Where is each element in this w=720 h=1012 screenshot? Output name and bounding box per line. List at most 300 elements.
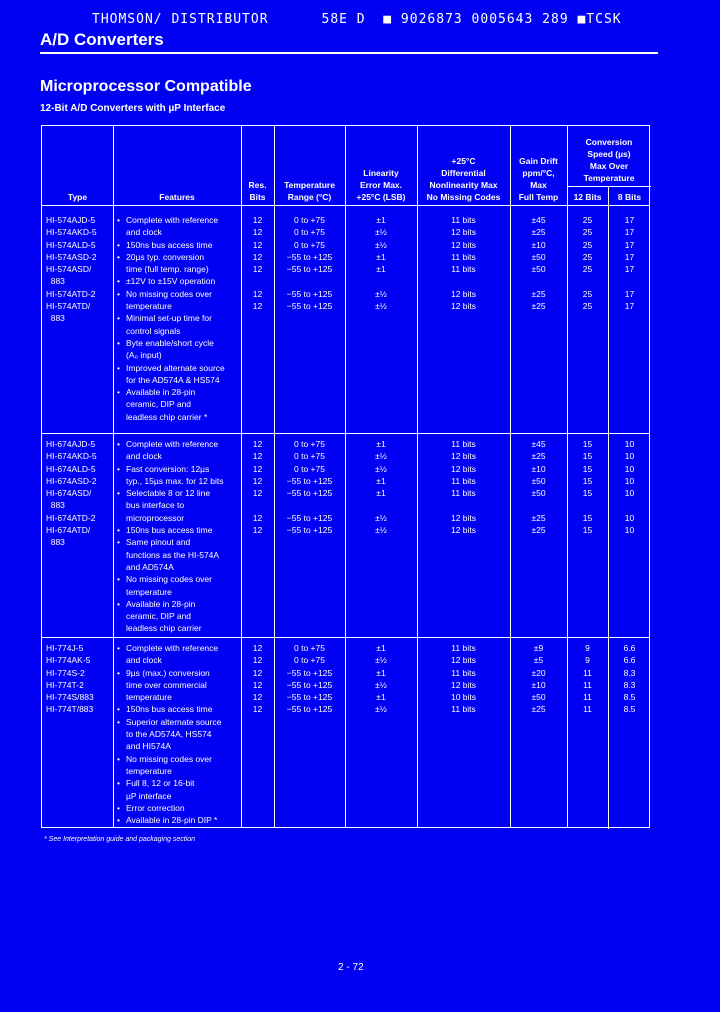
speed-12bit-cell: [567, 536, 608, 548]
speed-12bit-cell: 25: [582, 215, 593, 225]
linearity-cell: ±½: [375, 301, 387, 312]
linearity-cell: ±½: [375, 679, 387, 690]
res-cell: 12: [252, 679, 263, 690]
res-cell: 12: [252, 704, 263, 715]
linearity-cell: ±1: [376, 643, 386, 653]
dnl-cell: [417, 536, 510, 548]
gain-drift-cell: [510, 536, 567, 548]
type-cell: HI-774AK-5: [46, 655, 91, 666]
temp-range-cell: [274, 499, 345, 511]
speed-8bit-cell: 8.5: [623, 692, 636, 703]
dnl-column: [417, 214, 510, 325]
temp-range-column: [274, 642, 345, 716]
linearity-cell: ±1: [376, 439, 386, 449]
feature-item: • Fast conversion: 12µs: [117, 463, 241, 475]
feature-item: • 20µs typ. conversion: [117, 251, 241, 263]
gain-drift-cell: ±50: [531, 488, 546, 499]
feature-item: time over commercial: [126, 679, 207, 690]
feature-item: microprocessor: [126, 512, 185, 523]
speed-12bit-cell: 25: [582, 251, 593, 262]
feature-item: • Complete with reference: [117, 642, 241, 654]
page-number: 2 - 72: [338, 962, 364, 973]
feature-item: • Same pinout and: [117, 536, 241, 548]
feature-item: • 150ns bus access time: [117, 239, 241, 251]
res-cell: 12: [252, 643, 263, 653]
dnl-cell: 12 bits: [450, 451, 477, 462]
speed-8bit-cell: 8.5: [623, 704, 636, 715]
type-column: [46, 438, 112, 549]
res-cell: 12: [252, 525, 263, 536]
dnl-cell: 12 bits: [450, 679, 477, 690]
speed-12bit-cell: 25: [582, 264, 593, 275]
feature-item: • 9µs (max.) conversion: [117, 667, 241, 679]
col-header-gain-drift: [510, 155, 567, 203]
hdr-line: Max: [530, 180, 547, 190]
hdr-line: Linearity: [363, 168, 399, 178]
feature-item: • 150ns bus access time: [117, 703, 241, 715]
gain-drift-cell: ±25: [531, 512, 546, 523]
linearity-cell: ±½: [375, 655, 387, 666]
col-header-speed-8bit: 8 Bits: [617, 192, 642, 202]
feature-item: • No missing codes over: [117, 573, 241, 585]
feature-item: • ±12V to ±15V operation: [117, 275, 241, 287]
dnl-column: [417, 438, 510, 549]
speed-8bit-cell: 6.6: [623, 643, 636, 653]
gain-drift-column: [510, 214, 567, 325]
linearity-column: [345, 214, 417, 325]
feature-item: and AD574A: [126, 561, 174, 572]
feature-item: • Improved alternate source: [117, 362, 241, 374]
col-header-dnl: [417, 155, 510, 203]
group-rule: [42, 637, 649, 638]
linearity-column: [345, 642, 417, 716]
speed-12bit-cell: [567, 499, 608, 511]
temp-range-cell: −55 to +125: [286, 288, 333, 299]
feature-item: • Available in 28-pin: [117, 598, 241, 610]
feature-item: ceramic, DIP and: [126, 399, 192, 410]
linearity-column: [345, 438, 417, 549]
type-cell: HI-774T-2: [46, 679, 84, 690]
hdr-line: Speed (µs): [587, 149, 631, 159]
hdr-line: Bits: [249, 192, 266, 202]
speed-8bit-cell: [608, 312, 651, 324]
dnl-column: [417, 642, 510, 716]
feature-item: temperature: [126, 586, 172, 597]
gain-drift-cell: ±45: [531, 215, 546, 225]
col-header-res: [241, 179, 274, 203]
gain-drift-cell: ±25: [531, 451, 546, 462]
speed-12bit-cell: 9: [585, 643, 590, 653]
res-cell: 12: [252, 475, 263, 486]
gain-drift-column: [510, 642, 567, 716]
feature-item: typ., 15µs max. for 12 bits: [126, 475, 224, 486]
feature-item: for the AD574A & HS574: [126, 374, 220, 385]
dnl-cell: 11 bits: [451, 215, 476, 225]
speed-12bit-cell: 11: [583, 667, 592, 678]
speed-12bit-cell: 15: [582, 525, 593, 536]
type-cell: HI-574ATD/: [46, 301, 91, 312]
temp-range-cell: −55 to +125: [286, 475, 333, 486]
gain-drift-cell: ±50: [531, 251, 546, 262]
feature-item: functions as the HI-574A: [126, 549, 220, 560]
speed-8bit-cell: 8.3: [623, 667, 636, 678]
speed-8bit-cell: 6.6: [623, 655, 636, 666]
hdr-line: Temperature: [284, 180, 335, 190]
linearity-cell: [345, 536, 417, 548]
feature-item: ceramic, DIP and: [126, 611, 192, 622]
hdr-line: Range (°C): [287, 192, 332, 202]
col-header-linearity: [345, 167, 417, 203]
type-cell: HI-574ASD/: [46, 264, 92, 275]
linearity-cell: ±1: [376, 692, 386, 703]
temp-range-cell: −55 to +125: [286, 264, 333, 275]
temp-range-cell: −55 to +125: [286, 667, 333, 678]
speed-12bit-column: [567, 214, 608, 325]
feature-item: and HI574A: [126, 741, 171, 752]
feature-item: µP interface: [126, 790, 172, 801]
type-cell: HI-574ASD-2: [46, 251, 97, 262]
feature-item: and clock: [126, 227, 162, 238]
hdr-line: Gain Drift: [519, 156, 558, 166]
linearity-cell: ±1: [376, 251, 386, 262]
res-cell: 12: [252, 512, 263, 523]
res-cell: 12: [252, 264, 263, 275]
dnl-cell: 12 bits: [450, 288, 477, 299]
type-cell: 883: [46, 500, 65, 511]
linearity-cell: ±½: [375, 227, 387, 238]
type-column: [46, 214, 112, 325]
type-cell: HI-574AKD-5: [46, 227, 97, 238]
gain-drift-cell: ±50: [531, 692, 546, 703]
features-list: [117, 642, 241, 826]
feature-item: temperature: [126, 301, 172, 312]
temp-range-cell: −55 to +125: [286, 251, 333, 262]
gain-drift-column: [510, 438, 567, 549]
speed-8bit-cell: 10: [624, 475, 635, 486]
linearity-cell: ±½: [375, 463, 387, 474]
type-cell: HI-774S-2: [46, 667, 85, 678]
col-header-temp: [274, 179, 345, 203]
feature-item: • Superior alternate source: [117, 716, 241, 728]
res-cell: 12: [252, 251, 263, 262]
temp-range-cell: [274, 312, 345, 324]
speed-12bit-cell: 25: [582, 301, 593, 312]
col-header-type: Type: [67, 192, 88, 202]
linearity-cell: [345, 499, 417, 511]
speed-12bit-cell: 9: [585, 655, 590, 666]
linearity-cell: ±½: [375, 288, 387, 299]
dnl-cell: 11 bits: [451, 667, 476, 678]
features-list: [117, 214, 241, 423]
speed-8bit-column: [608, 214, 651, 325]
speed-8bit-cell: 17: [624, 215, 635, 225]
gain-drift-cell: [510, 275, 567, 287]
feature-item: • Selectable 8 or 12 line: [117, 487, 241, 499]
res-cell: 12: [252, 667, 263, 678]
gain-drift-cell: ±25: [531, 288, 546, 299]
dnl-cell: [417, 499, 510, 511]
feature-item: and clock: [126, 451, 162, 462]
gain-drift-cell: [510, 312, 567, 324]
gain-drift-cell: ±50: [531, 475, 546, 486]
feature-item: leadless chip carrier *: [126, 411, 208, 422]
feature-item: • No missing codes over: [117, 288, 241, 300]
speed-8bit-cell: 8.3: [623, 679, 636, 690]
type-cell: HI-674ASD/: [46, 488, 92, 499]
feature-item: • Available in 28-pin DIP *: [117, 814, 241, 826]
feature-item: control signals: [126, 325, 181, 336]
feature-item: • No missing codes over: [117, 753, 241, 765]
hdr-line: Full Temp: [518, 192, 559, 202]
dnl-cell: 12 bits: [450, 525, 477, 536]
feature-item: leadless chip carrier: [126, 623, 202, 634]
temp-range-cell: −55 to +125: [286, 692, 333, 703]
speed-12bit-cell: 15: [582, 463, 593, 474]
type-cell: HI-674AKD-5: [46, 451, 97, 462]
speed-12bit-column: [567, 642, 608, 716]
page-heading: Microprocessor Compatible: [40, 78, 252, 95]
feature-item: • Full 8, 12 or 16-bit: [117, 777, 241, 789]
linearity-cell: [345, 275, 417, 287]
temp-range-cell: 0 to +75: [294, 463, 325, 474]
temp-range-cell: −55 to +125: [286, 301, 333, 312]
res-cell: 12: [252, 215, 263, 225]
linearity-cell: ±1: [376, 215, 386, 225]
res-cell: 12: [252, 239, 263, 250]
type-cell: HI-674ATD-2: [46, 512, 96, 523]
speed-12bit-cell: 25: [582, 288, 593, 299]
header-rule: [42, 205, 649, 206]
speed-8bit-cell: 10: [624, 525, 635, 536]
feature-item: to the AD574A, HS574: [126, 729, 212, 740]
linearity-cell: ±½: [375, 512, 387, 523]
dnl-cell: 12 bits: [450, 512, 477, 523]
res-column: [241, 642, 274, 716]
footnote: * See Interpretation guide and packaging section: [44, 836, 195, 843]
res-cell: [241, 499, 274, 511]
gain-drift-cell: ±20: [531, 667, 546, 678]
dnl-cell: 11 bits: [451, 439, 476, 449]
res-cell: 12: [252, 439, 263, 449]
temp-range-cell: [274, 275, 345, 287]
res-cell: 12: [252, 463, 263, 474]
temp-range-cell: 0 to +75: [294, 643, 325, 653]
temp-range-column: [274, 438, 345, 549]
hdr-line: Max Over: [589, 161, 629, 171]
speed-8bit-cell: [608, 536, 651, 548]
res-cell: 12: [252, 227, 263, 238]
temp-range-cell: [274, 536, 345, 548]
feature-item: • Byte enable/short cycle: [117, 337, 241, 349]
scan-header-line: THOMSON/ DISTRIBUTOR 58E D ■ 9026873 0005643 289 ■TCSK: [92, 12, 622, 27]
dnl-cell: 12 bits: [450, 227, 477, 238]
type-cell: HI-574ALD-5: [46, 239, 96, 250]
speed-8bit-cell: 10: [624, 512, 635, 523]
type-cell: HI-674ATD/: [46, 525, 91, 536]
dnl-cell: 12 bits: [450, 655, 477, 666]
linearity-cell: ±½: [375, 451, 387, 462]
speed-8bit-cell: 17: [624, 239, 635, 250]
speed-8bit-column: [608, 438, 651, 549]
speed-8bit-cell: 10: [624, 463, 635, 474]
temp-range-cell: −55 to +125: [286, 488, 333, 499]
gain-drift-cell: ±25: [531, 704, 546, 715]
temp-range-cell: −55 to +125: [286, 704, 333, 715]
speed-12bit-cell: [567, 312, 608, 324]
dnl-cell: 10 bits: [450, 692, 477, 703]
section-title: A/D Converters: [40, 30, 164, 49]
converter-spec-table: [41, 125, 650, 828]
hdr-line: Conversion: [585, 137, 633, 147]
speed-8bit-cell: 17: [624, 301, 635, 312]
res-cell: [241, 275, 274, 287]
type-column: [46, 642, 112, 716]
temp-range-cell: 0 to +75: [294, 655, 325, 666]
type-cell: HI-574ATD-2: [46, 288, 96, 299]
speed-12bit-cell: 25: [582, 227, 593, 238]
speed-12bit-cell: 11: [583, 692, 592, 703]
gain-drift-cell: ±10: [531, 463, 546, 474]
speed-8bit-cell: 10: [624, 488, 635, 499]
section-rule: [40, 52, 658, 54]
res-cell: 12: [252, 301, 263, 312]
group-rule: [42, 433, 649, 434]
speed-8bit-cell: 10: [624, 451, 635, 462]
hdr-line: No Missing Codes: [426, 192, 501, 202]
dnl-cell: [417, 275, 510, 287]
temp-range-cell: 0 to +75: [294, 215, 325, 225]
temp-range-cell: 0 to +75: [294, 239, 325, 250]
feature-item: (A₀ input): [126, 350, 162, 361]
table-caption: 12-Bit A/D Converters with µP Interface: [40, 103, 226, 114]
col-header-speed: [567, 136, 651, 184]
feature-item: • 150ns bus access time: [117, 524, 241, 536]
linearity-cell: ±½: [375, 239, 387, 250]
hdr-line: +25°C (LSB): [356, 192, 406, 202]
dnl-cell: [417, 312, 510, 324]
linearity-cell: ±1: [376, 488, 386, 499]
speed-12bit-column: [567, 438, 608, 549]
feature-item: temperature: [126, 692, 172, 703]
temp-range-cell: −55 to +125: [286, 512, 333, 523]
speed-12bit-cell: 15: [582, 439, 593, 449]
speed-12bit-cell: 11: [583, 679, 592, 690]
features-list: [117, 438, 241, 635]
res-cell: [241, 536, 274, 548]
hdr-line: Res.: [248, 180, 267, 190]
type-cell: HI-774T/883: [46, 704, 94, 715]
linearity-cell: [345, 312, 417, 324]
feature-item: temperature: [126, 765, 172, 776]
dnl-cell: 11 bits: [451, 704, 476, 715]
res-cell: 12: [252, 692, 263, 703]
speed-12bit-cell: 15: [582, 451, 593, 462]
res-cell: 12: [252, 288, 263, 299]
type-cell: HI-774S/883: [46, 692, 94, 703]
col-header-speed-12bit: 12 Bits: [573, 192, 602, 202]
hdr-line: ppm/°C,: [522, 168, 555, 178]
speed-8bit-cell: [608, 499, 651, 511]
dnl-cell: 11 bits: [451, 251, 476, 262]
feature-item: • Minimal set-up time for: [117, 312, 241, 324]
temp-range-cell: 0 to +75: [294, 439, 325, 449]
linearity-cell: ±½: [375, 704, 387, 715]
type-cell: 883: [46, 276, 65, 287]
type-cell: HI-674ALD-5: [46, 463, 96, 474]
res-cell: [241, 312, 274, 324]
speed-8bit-cell: [608, 275, 651, 287]
speed-12bit-cell: 11: [583, 704, 592, 715]
temp-range-cell: −55 to +125: [286, 525, 333, 536]
gain-drift-cell: ±25: [531, 525, 546, 536]
type-cell: HI-674AJD-5: [46, 439, 96, 449]
linearity-cell: ±½: [375, 525, 387, 536]
type-cell: HI-774J-5: [46, 643, 84, 653]
linearity-cell: ±1: [376, 264, 386, 275]
dnl-cell: 11 bits: [451, 488, 476, 499]
res-cell: 12: [252, 451, 263, 462]
feature-item: bus interface to: [126, 500, 185, 511]
temp-range-column: [274, 214, 345, 325]
gain-drift-cell: ±5: [533, 655, 544, 666]
temp-range-cell: 0 to +75: [294, 227, 325, 238]
temp-range-cell: 0 to +75: [294, 451, 325, 462]
gain-drift-cell: ±10: [531, 239, 546, 250]
speed-8bit-cell: 17: [624, 227, 635, 238]
res-column: [241, 438, 274, 549]
feature-item: time (full temp. range): [126, 264, 209, 275]
feature-item: • Available in 28-pin: [117, 386, 241, 398]
speed-subheader-rule: [567, 186, 651, 187]
type-cell: 883: [46, 537, 65, 548]
hdr-line: +25°C: [451, 156, 476, 166]
dnl-cell: 12 bits: [450, 239, 477, 250]
dnl-cell: 12 bits: [450, 463, 477, 474]
gain-drift-cell: ±50: [531, 264, 546, 275]
col-header-features: Features: [159, 192, 195, 202]
feature-item: and clock: [126, 655, 162, 666]
speed-8bit-cell: 10: [624, 439, 635, 449]
feature-item: • Complete with reference: [117, 214, 241, 226]
speed-8bit-column: [608, 642, 651, 716]
gain-drift-cell: ±9: [533, 643, 544, 653]
speed-12bit-cell: 25: [582, 239, 593, 250]
gain-drift-cell: ±45: [531, 439, 546, 449]
feature-item: • Complete with reference: [117, 438, 241, 450]
speed-12bit-cell: [567, 275, 608, 287]
linearity-cell: ±1: [376, 667, 386, 678]
hdr-line: Error Max.: [359, 180, 403, 190]
hdr-line: Nonlinearity Max: [429, 180, 498, 190]
dnl-cell: 11 bits: [451, 264, 476, 275]
type-cell: 883: [46, 313, 65, 324]
dnl-cell: 11 bits: [451, 643, 476, 653]
temp-range-cell: −55 to +125: [286, 679, 333, 690]
gain-drift-cell: ±25: [531, 301, 546, 312]
hdr-line: Temperature: [583, 173, 635, 183]
hdr-line: Differential: [441, 168, 486, 178]
res-cell: 12: [252, 488, 263, 499]
gain-drift-cell: ±10: [531, 679, 546, 690]
type-cell: HI-674ASD-2: [46, 475, 97, 486]
gain-drift-cell: [510, 499, 567, 511]
gain-drift-cell: ±25: [531, 227, 546, 238]
speed-8bit-cell: 17: [624, 251, 635, 262]
speed-8bit-cell: 17: [624, 264, 635, 275]
speed-12bit-cell: 15: [582, 488, 593, 499]
linearity-cell: ±1: [376, 475, 386, 486]
dnl-cell: 11 bits: [451, 475, 476, 486]
